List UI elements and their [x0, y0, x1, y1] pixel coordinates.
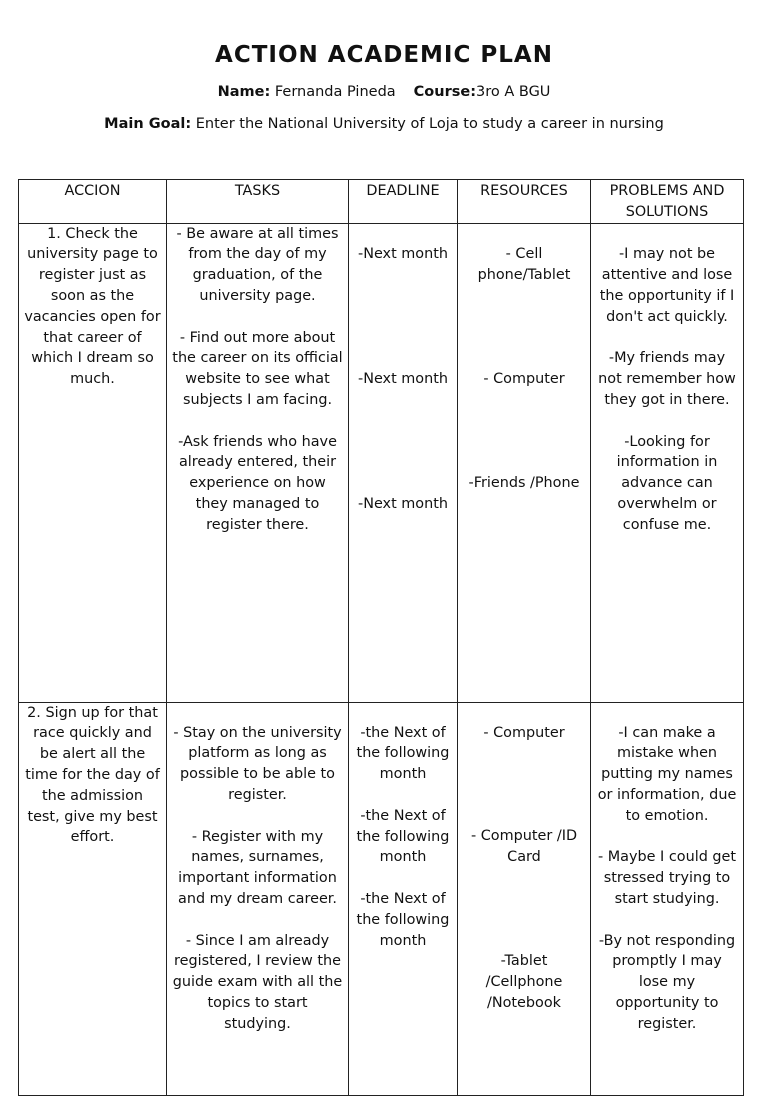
task-item: - Since I am already registered, I review the guide exam with all the topics to start studying.	[172, 932, 343, 1032]
problem-item: -My friends may not remember how they got in there.	[598, 350, 736, 408]
name-value: Fernanda Pineda	[274, 84, 396, 100]
deadline-cell	[349, 223, 458, 702]
problems-cell	[591, 702, 744, 1095]
resources-cell	[458, 702, 591, 1095]
task-item: - Stay on the university platform as long as possible to be able to register.	[173, 724, 342, 803]
resource-item: - Computer /ID Card	[470, 828, 578, 866]
resource-item: - Computer	[483, 724, 565, 741]
problem-item: - Maybe I could get stressed trying to start studying.	[597, 849, 737, 907]
accion-text: 2. Sign up for that race quickly and be alert all the time for the day of the admission test, give my best effort.	[25, 704, 160, 846]
deadline-item: -Next month	[358, 371, 448, 388]
header-tasks: TASKS	[167, 180, 349, 224]
table-header-row	[19, 180, 744, 224]
task-item: - Find out more about the career on its official website to see what subjects I am facing.	[172, 329, 343, 408]
goal-value: Enter the National University of Loja to study a career in nursing	[195, 116, 664, 132]
header-deadline: DEADLINE	[349, 180, 458, 224]
student-info	[0, 84, 768, 100]
accion-cell	[19, 702, 167, 1095]
deadline-item: -the Next of the following month	[356, 724, 450, 783]
resource-item: - Cell phone/Tablet	[477, 246, 571, 284]
resources-cell	[458, 223, 591, 702]
header-resources: RESOURCES	[458, 180, 591, 224]
goal-label: Main Goal:	[104, 116, 192, 132]
task-item: -Ask friends who have already entered, their experience on how they managed to register there.	[178, 433, 337, 533]
deadline-cell	[349, 702, 458, 1095]
header-problems: PROBLEMS AND SOLUTIONS	[591, 180, 744, 224]
task-item: - Register with my names, surnames, important information and my dream career.	[178, 828, 337, 907]
name-label: Name:	[217, 84, 271, 100]
problems-cell	[591, 223, 744, 702]
action-plan-table	[18, 179, 744, 1096]
resource-item: -Friends /Phone	[468, 474, 580, 491]
table-row	[19, 223, 744, 702]
deadline-item: -Next month	[358, 246, 448, 263]
problem-item: -Looking for information in advance can overwhelm or confuse me.	[616, 433, 718, 533]
problem-item: -I can make a mistake when putting my names or information, due to emotion.	[597, 724, 737, 824]
accion-cell	[19, 223, 167, 702]
problem-item: -I may not be attentive and lose the opportunity if I don't act quickly.	[599, 246, 735, 325]
tasks-cell	[167, 223, 349, 702]
task-item: - Be aware at all times from the day of my graduation, of the university page.	[176, 225, 339, 304]
resource-item: -Tablet /Cellphone /Notebook	[485, 952, 563, 1011]
tasks-cell	[167, 702, 349, 1095]
accion-text: 1. Check the university page to register just as soon as the vacancies open for that career of which I dream so much.	[24, 225, 161, 388]
course-label: Course:	[413, 84, 476, 100]
resource-item: - Computer	[483, 370, 565, 387]
deadline-item: -the Next of the following month	[356, 807, 450, 866]
deadline-item: -Next month	[358, 495, 448, 512]
course-value: 3ro A BGU	[476, 84, 551, 100]
document-title: ACTION ACADEMIC PLAN	[215, 42, 553, 68]
main-goal	[0, 116, 768, 132]
table-row	[19, 702, 744, 1095]
deadline-item: -the Next of the following month	[356, 890, 450, 949]
header-accion: ACCION	[19, 180, 167, 224]
problem-item: -By not responding promptly I may lose my opportunity to register.	[598, 932, 736, 1032]
